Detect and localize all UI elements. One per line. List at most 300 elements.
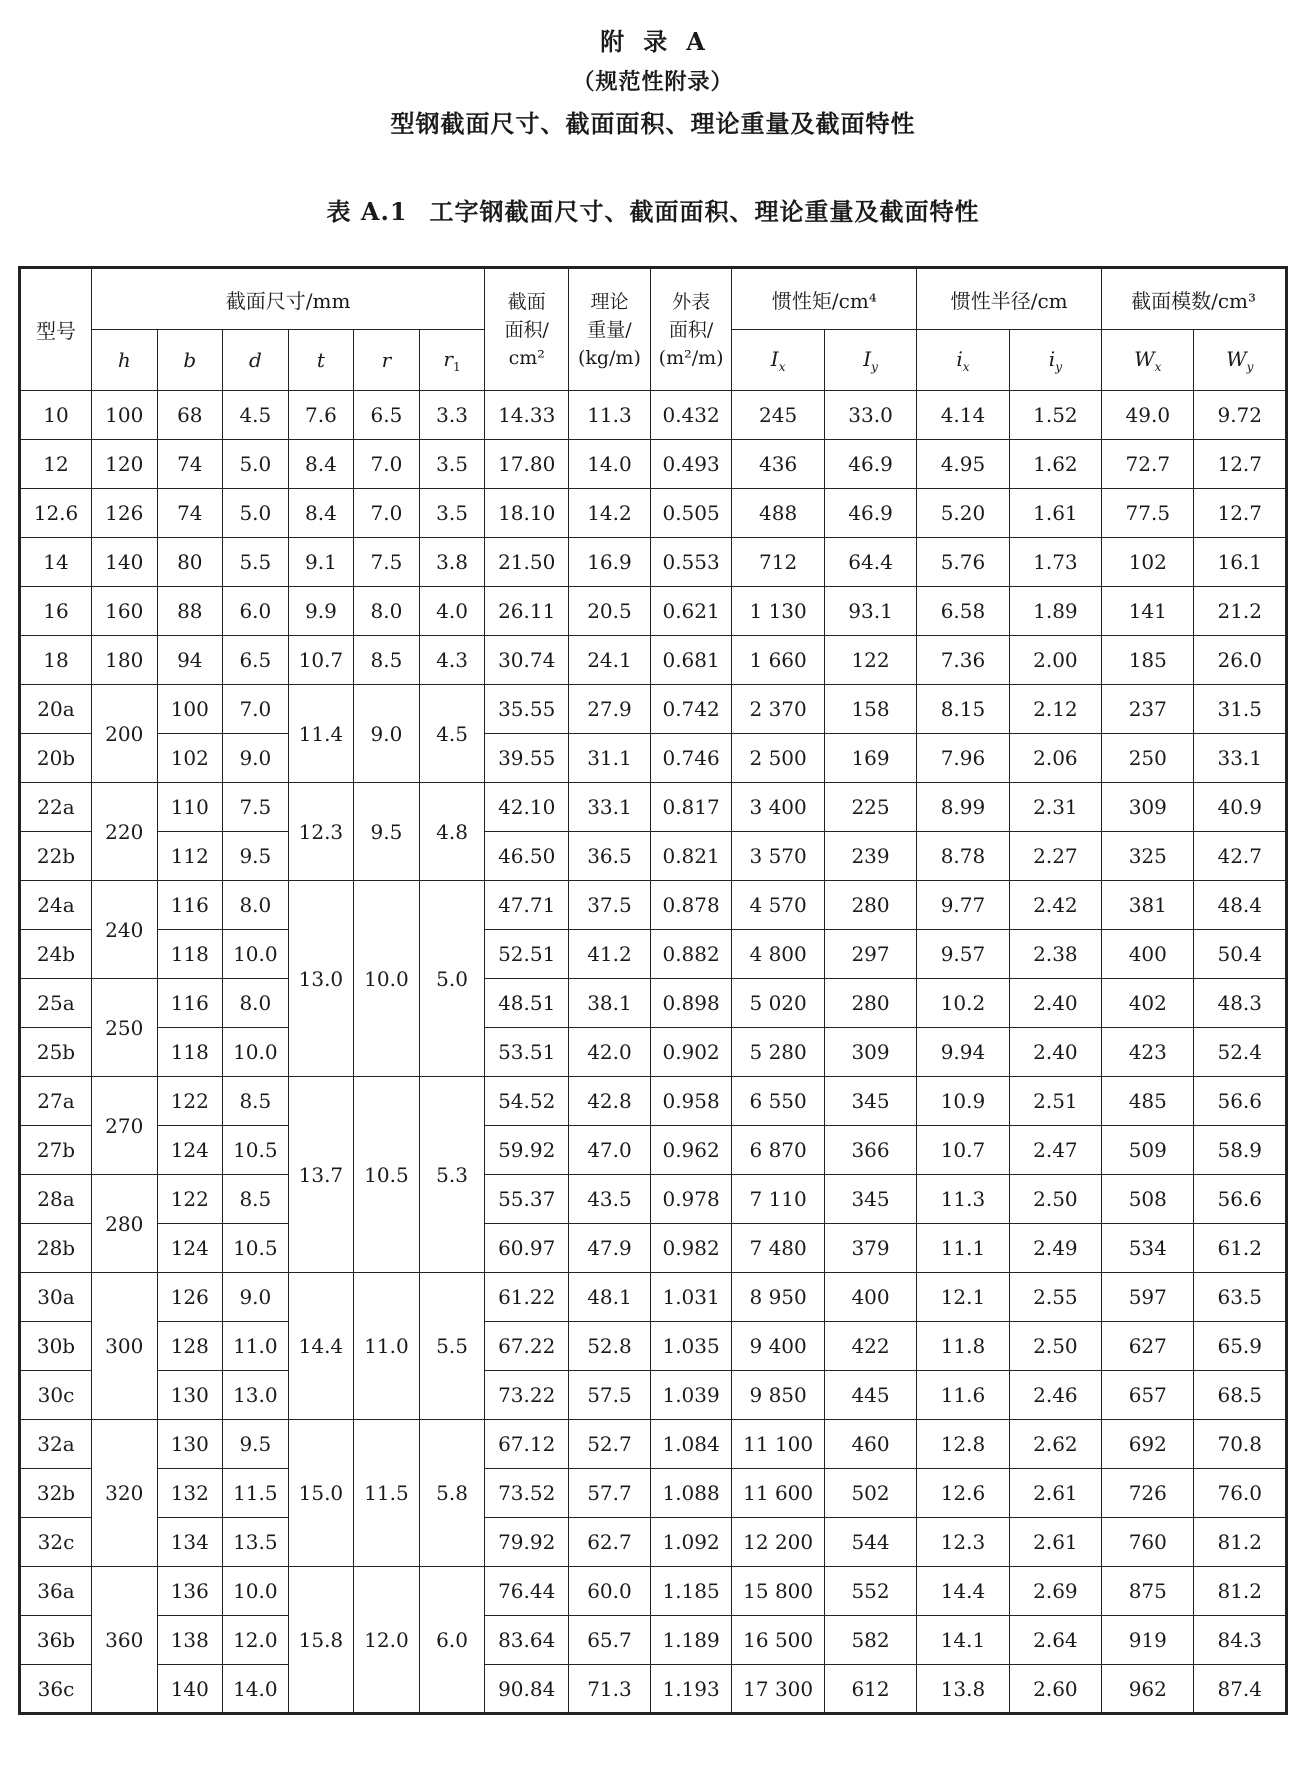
cell-wx: 423 (1102, 1028, 1194, 1077)
table-number: 表 A.1 (326, 197, 408, 226)
cell-d: 8.5 (223, 1077, 289, 1126)
cell-wy: 63.5 (1194, 1273, 1287, 1322)
cell-r1: 5.8 (419, 1420, 485, 1567)
cell-area: 76.44 (485, 1567, 569, 1616)
cell-d: 5.0 (223, 489, 289, 538)
cell-weight: 42.0 (569, 1028, 651, 1077)
cell-iy: 2.00 (1009, 636, 1101, 685)
cell-d: 10.0 (223, 930, 289, 979)
cell-wx: 534 (1102, 1224, 1194, 1273)
cell-ix: 245 (732, 391, 824, 440)
cell-ix: 8 950 (732, 1273, 824, 1322)
cell-d: 10.5 (223, 1224, 289, 1273)
cell-wx: 726 (1102, 1469, 1194, 1518)
cell-weight: 42.8 (569, 1077, 651, 1126)
col-r1: $r_1$ (419, 330, 485, 391)
cell-ix: 4 570 (732, 881, 824, 930)
cell-wy: 48.4 (1194, 881, 1287, 930)
table-row (20, 1518, 1287, 1567)
cell-iy: 2.62 (1009, 1420, 1101, 1469)
cell-ix: 16 500 (732, 1616, 824, 1665)
table-row (20, 1567, 1287, 1616)
cell-surface: 0.681 (650, 636, 732, 685)
normative-label: （规范性附录） (572, 69, 734, 95)
cell-ix: 436 (732, 440, 824, 489)
cell-model: 24a (20, 881, 92, 930)
cell-r1: 4.8 (419, 783, 485, 881)
cell-model: 12 (20, 440, 92, 489)
cell-surface: 1.084 (650, 1420, 732, 1469)
cell-t: 10.7 (288, 636, 354, 685)
cell-iy: 158 (824, 685, 916, 734)
cell-model: 27a (20, 1077, 92, 1126)
cell-model: 27b (20, 1126, 92, 1175)
cell-iy: 445 (824, 1371, 916, 1420)
cell-area: 59.92 (485, 1126, 569, 1175)
cell-t: 9.1 (288, 538, 354, 587)
cell-wx: 237 (1102, 685, 1194, 734)
cell-d: 11.5 (223, 1469, 289, 1518)
cell-weight: 52.8 (569, 1322, 651, 1371)
col-model: 型号 (20, 268, 92, 391)
cell-b: 122 (157, 1077, 223, 1126)
cell-wx: 692 (1102, 1420, 1194, 1469)
table-row (20, 930, 1287, 979)
cell-wy: 87.4 (1194, 1665, 1287, 1714)
table-row (20, 783, 1287, 832)
cell-wx: 77.5 (1102, 489, 1194, 538)
cell-wx: 72.7 (1102, 440, 1194, 489)
cell-d: 6.0 (223, 587, 289, 636)
cell-area: 61.22 (485, 1273, 569, 1322)
cell-ix: 6.58 (917, 587, 1009, 636)
cell-surface: 1.031 (650, 1273, 732, 1322)
cell-wx: 309 (1102, 783, 1194, 832)
cell-iy: 2.38 (1009, 930, 1101, 979)
cell-h: 320 (91, 1420, 157, 1567)
cell-ix: 9 850 (732, 1371, 824, 1420)
cell-d: 10.0 (223, 1028, 289, 1077)
table-row (20, 979, 1287, 1028)
cell-h: 140 (91, 538, 157, 587)
cell-ix: 4 800 (732, 930, 824, 979)
cell-ix: 10.9 (917, 1077, 1009, 1126)
cell-iy: 2.49 (1009, 1224, 1101, 1273)
cell-model: 22b (20, 832, 92, 881)
cell-ix: 11.8 (917, 1322, 1009, 1371)
cell-area: 83.64 (485, 1616, 569, 1665)
table-row (20, 1175, 1287, 1224)
cell-h: 360 (91, 1567, 157, 1714)
cell-r1: 5.3 (419, 1077, 485, 1273)
cell-area: 67.12 (485, 1420, 569, 1469)
cell-wy: 33.1 (1194, 734, 1287, 783)
cell-wy: 31.5 (1194, 685, 1287, 734)
col-ix-moment: $I_x$ (732, 330, 824, 391)
cell-b: 124 (157, 1126, 223, 1175)
cell-ix: 3 570 (732, 832, 824, 881)
cell-iy: 2.40 (1009, 1028, 1101, 1077)
cell-r1: 3.5 (419, 489, 485, 538)
cell-wy: 40.9 (1194, 783, 1287, 832)
cell-iy: 2.61 (1009, 1518, 1101, 1567)
cell-weight: 65.7 (569, 1616, 651, 1665)
cell-iy: 122 (824, 636, 916, 685)
cell-b: 80 (157, 538, 223, 587)
appendix-char: 录 (643, 27, 669, 56)
header-row (20, 268, 1287, 330)
cell-ix: 12.8 (917, 1420, 1009, 1469)
cell-area: 90.84 (485, 1665, 569, 1714)
table-row (20, 1420, 1287, 1469)
cell-area: 73.52 (485, 1469, 569, 1518)
cell-wx: 381 (1102, 881, 1194, 930)
cell-iy: 379 (824, 1224, 916, 1273)
cell-t: 8.4 (288, 440, 354, 489)
cell-model: 22a (20, 783, 92, 832)
cell-ix: 15 800 (732, 1567, 824, 1616)
cell-b: 88 (157, 587, 223, 636)
cell-b: 100 (157, 685, 223, 734)
cell-h: 220 (91, 783, 157, 881)
cell-iy: 544 (824, 1518, 916, 1567)
cell-area: 52.51 (485, 930, 569, 979)
cell-b: 102 (157, 734, 223, 783)
cell-h: 240 (91, 881, 157, 979)
cell-weight: 43.5 (569, 1175, 651, 1224)
cell-iy: 2.46 (1009, 1371, 1101, 1420)
cell-ix: 13.8 (917, 1665, 1009, 1714)
cell-h: 120 (91, 440, 157, 489)
cell-wy: 76.0 (1194, 1469, 1287, 1518)
cell-t: 15.8 (288, 1567, 354, 1714)
cell-wx: 185 (1102, 636, 1194, 685)
cell-r: 8.0 (354, 587, 420, 636)
cell-surface: 0.962 (650, 1126, 732, 1175)
cell-area: 67.22 (485, 1322, 569, 1371)
cell-ix: 4.95 (917, 440, 1009, 489)
cell-model: 32a (20, 1420, 92, 1469)
cell-iy: 64.4 (824, 538, 916, 587)
cell-b: 126 (157, 1273, 223, 1322)
cell-model: 10 (20, 391, 92, 440)
cell-h: 160 (91, 587, 157, 636)
table-row (20, 734, 1287, 783)
cell-area: 17.80 (485, 440, 569, 489)
cell-d: 8.5 (223, 1175, 289, 1224)
table-row (20, 1077, 1287, 1126)
col-t: t (288, 330, 354, 391)
cell-surface: 0.553 (650, 538, 732, 587)
cell-t: 12.3 (288, 783, 354, 881)
cell-r: 6.5 (354, 391, 420, 440)
cell-iy: 345 (824, 1077, 916, 1126)
col-ix-radius: $i_x$ (917, 330, 1009, 391)
cell-ix: 12.1 (917, 1273, 1009, 1322)
cell-r: 9.0 (354, 685, 420, 783)
cell-b: 74 (157, 440, 223, 489)
cell-iy: 2.55 (1009, 1273, 1101, 1322)
col-surface: 外表 面积/ (m²/m) (650, 268, 732, 391)
col-r: r (354, 330, 420, 391)
cell-wx: 657 (1102, 1371, 1194, 1420)
cell-surface: 0.742 (650, 685, 732, 734)
cell-wx: 627 (1102, 1322, 1194, 1371)
cell-weight: 47.9 (569, 1224, 651, 1273)
table-row (20, 1224, 1287, 1273)
cell-wy: 58.9 (1194, 1126, 1287, 1175)
cell-wy: 81.2 (1194, 1567, 1287, 1616)
cell-area: 54.52 (485, 1077, 569, 1126)
appendix-subtitle: 型钢截面尺寸、截面面积、理论重量及截面特性 (390, 109, 916, 138)
cell-wx: 919 (1102, 1616, 1194, 1665)
col-h: h (91, 330, 157, 391)
cell-wy: 84.3 (1194, 1616, 1287, 1665)
cell-wx: 962 (1102, 1665, 1194, 1714)
cell-wx: 760 (1102, 1518, 1194, 1567)
cell-b: 116 (157, 979, 223, 1028)
cell-model: 30c (20, 1371, 92, 1420)
cell-ix: 8.15 (917, 685, 1009, 734)
cell-area: 35.55 (485, 685, 569, 734)
cell-weight: 52.7 (569, 1420, 651, 1469)
cell-h: 270 (91, 1077, 157, 1175)
cell-surface: 0.505 (650, 489, 732, 538)
cell-iy: 2.27 (1009, 832, 1101, 881)
cell-wy: 52.4 (1194, 1028, 1287, 1077)
cell-wy: 68.5 (1194, 1371, 1287, 1420)
cell-r: 7.0 (354, 489, 420, 538)
cell-area: 42.10 (485, 783, 569, 832)
cell-area: 79.92 (485, 1518, 569, 1567)
cell-r: 11.5 (354, 1420, 420, 1567)
cell-iy: 400 (824, 1273, 916, 1322)
cell-wx: 485 (1102, 1077, 1194, 1126)
cell-weight: 11.3 (569, 391, 651, 440)
cell-b: 124 (157, 1224, 223, 1273)
table-row (20, 538, 1287, 587)
cell-b: 74 (157, 489, 223, 538)
cell-iy: 2.42 (1009, 881, 1101, 930)
cell-iy: 2.06 (1009, 734, 1101, 783)
appendix-title (0, 22, 1306, 62)
cell-iy: 1.89 (1009, 587, 1101, 636)
table-row (20, 1126, 1287, 1175)
cell-ix: 1 130 (732, 587, 824, 636)
cell-b: 122 (157, 1175, 223, 1224)
cell-area: 55.37 (485, 1175, 569, 1224)
cell-r1: 3.3 (419, 391, 485, 440)
table-body (20, 391, 1287, 1714)
cell-ix: 6 550 (732, 1077, 824, 1126)
cell-wy: 12.7 (1194, 489, 1287, 538)
cell-d: 9.5 (223, 832, 289, 881)
col-radius: 惯性半径/cm (917, 268, 1102, 330)
cell-model: 14 (20, 538, 92, 587)
cell-iy: 2.50 (1009, 1322, 1101, 1371)
cell-iy: 612 (824, 1665, 916, 1714)
cell-ix: 14.4 (917, 1567, 1009, 1616)
cell-wy: 61.2 (1194, 1224, 1287, 1273)
table-row (20, 1273, 1287, 1322)
cell-r1: 5.5 (419, 1273, 485, 1420)
cell-h: 200 (91, 685, 157, 783)
cell-weight: 27.9 (569, 685, 651, 734)
cell-model: 36b (20, 1616, 92, 1665)
table-row (20, 1322, 1287, 1371)
cell-t: 8.4 (288, 489, 354, 538)
cell-wx: 597 (1102, 1273, 1194, 1322)
cell-ix: 9.57 (917, 930, 1009, 979)
cell-iy: 2.47 (1009, 1126, 1101, 1175)
appendix-char: A (686, 27, 706, 56)
cell-t: 15.0 (288, 1420, 354, 1567)
cell-b: 118 (157, 1028, 223, 1077)
cell-surface: 1.035 (650, 1322, 732, 1371)
col-iy-radius: $i_y$ (1009, 330, 1101, 391)
cell-iy: 502 (824, 1469, 916, 1518)
cell-b: 68 (157, 391, 223, 440)
i-beam-table (18, 266, 1288, 1715)
cell-wy: 12.7 (1194, 440, 1287, 489)
cell-model: 20b (20, 734, 92, 783)
table-row (20, 1028, 1287, 1077)
cell-ix: 712 (732, 538, 824, 587)
cell-iy: 366 (824, 1126, 916, 1175)
cell-ix: 4.14 (917, 391, 1009, 440)
cell-iy: 33.0 (824, 391, 916, 440)
cell-b: 116 (157, 881, 223, 930)
col-d: d (223, 330, 289, 391)
cell-wy: 16.1 (1194, 538, 1287, 587)
cell-surface: 0.898 (650, 979, 732, 1028)
cell-ix: 8.78 (917, 832, 1009, 881)
cell-surface: 0.821 (650, 832, 732, 881)
col-modulus: 截面模数/cm³ (1102, 268, 1287, 330)
cell-weight: 71.3 (569, 1665, 651, 1714)
cell-model: 16 (20, 587, 92, 636)
cell-ix: 2 370 (732, 685, 824, 734)
cell-r: 10.0 (354, 881, 420, 1077)
cell-r: 8.5 (354, 636, 420, 685)
cell-wy: 50.4 (1194, 930, 1287, 979)
cell-area: 47.71 (485, 881, 569, 930)
cell-iy: 2.51 (1009, 1077, 1101, 1126)
cell-b: 130 (157, 1371, 223, 1420)
cell-t: 14.4 (288, 1273, 354, 1420)
col-wy: $W_y$ (1194, 330, 1287, 391)
col-wx: $W_x$ (1102, 330, 1194, 391)
cell-ix: 6 870 (732, 1126, 824, 1175)
cell-r: 9.5 (354, 783, 420, 881)
table-caption (0, 192, 1306, 227)
cell-ix: 7 110 (732, 1175, 824, 1224)
cell-ix: 2 500 (732, 734, 824, 783)
cell-surface: 1.189 (650, 1616, 732, 1665)
cell-iy: 2.60 (1009, 1665, 1101, 1714)
cell-ix: 10.2 (917, 979, 1009, 1028)
cell-d: 10.5 (223, 1126, 289, 1175)
cell-b: 112 (157, 832, 223, 881)
cell-surface: 1.185 (650, 1567, 732, 1616)
cell-weight: 14.2 (569, 489, 651, 538)
cell-surface: 1.088 (650, 1469, 732, 1518)
cell-ix: 10.7 (917, 1126, 1009, 1175)
cell-ix: 488 (732, 489, 824, 538)
cell-iy: 1.62 (1009, 440, 1101, 489)
cell-model: 30a (20, 1273, 92, 1322)
cell-wy: 21.2 (1194, 587, 1287, 636)
cell-b: 130 (157, 1420, 223, 1469)
cell-b: 138 (157, 1616, 223, 1665)
cell-wx: 49.0 (1102, 391, 1194, 440)
cell-r1: 3.8 (419, 538, 485, 587)
cell-d: 9.5 (223, 1420, 289, 1469)
cell-surface: 0.432 (650, 391, 732, 440)
cell-wx: 400 (1102, 930, 1194, 979)
cell-b: 110 (157, 783, 223, 832)
cell-iy: 2.61 (1009, 1469, 1101, 1518)
cell-iy: 2.31 (1009, 783, 1101, 832)
cell-model: 12.6 (20, 489, 92, 538)
cell-wx: 509 (1102, 1126, 1194, 1175)
cell-iy: 2.50 (1009, 1175, 1101, 1224)
cell-iy: 280 (824, 881, 916, 930)
cell-ix: 11.1 (917, 1224, 1009, 1273)
cell-ix: 14.1 (917, 1616, 1009, 1665)
cell-h: 100 (91, 391, 157, 440)
cell-ix: 12.6 (917, 1469, 1009, 1518)
cell-iy: 280 (824, 979, 916, 1028)
cell-area: 60.97 (485, 1224, 569, 1273)
cell-weight: 37.5 (569, 881, 651, 930)
table-row (20, 636, 1287, 685)
cell-wx: 141 (1102, 587, 1194, 636)
cell-b: 136 (157, 1567, 223, 1616)
cell-weight: 41.2 (569, 930, 651, 979)
cell-weight: 31.1 (569, 734, 651, 783)
cell-iy: 422 (824, 1322, 916, 1371)
cell-r1: 5.0 (419, 881, 485, 1077)
cell-iy: 2.64 (1009, 1616, 1101, 1665)
cell-surface: 0.978 (650, 1175, 732, 1224)
cell-iy: 460 (824, 1420, 916, 1469)
cell-d: 13.5 (223, 1518, 289, 1567)
cell-model: 18 (20, 636, 92, 685)
cell-h: 126 (91, 489, 157, 538)
cell-d: 6.5 (223, 636, 289, 685)
cell-iy: 46.9 (824, 489, 916, 538)
cell-wx: 875 (1102, 1567, 1194, 1616)
cell-weight: 57.7 (569, 1469, 651, 1518)
cell-b: 128 (157, 1322, 223, 1371)
cell-surface: 1.193 (650, 1665, 732, 1714)
table-row (20, 881, 1287, 930)
cell-h: 180 (91, 636, 157, 685)
col-weight: 理论 重量/ (kg/m) (569, 268, 651, 391)
col-b: b (157, 330, 223, 391)
cell-ix: 5.20 (917, 489, 1009, 538)
cell-ix: 5.76 (917, 538, 1009, 587)
cell-model: 32b (20, 1469, 92, 1518)
col-area: 截面 面积/ cm² (485, 268, 569, 391)
cell-d: 4.5 (223, 391, 289, 440)
cell-ix: 7 480 (732, 1224, 824, 1273)
cell-surface: 1.039 (650, 1371, 732, 1420)
cell-d: 8.0 (223, 979, 289, 1028)
cell-weight: 16.9 (569, 538, 651, 587)
cell-iy: 2.69 (1009, 1567, 1101, 1616)
